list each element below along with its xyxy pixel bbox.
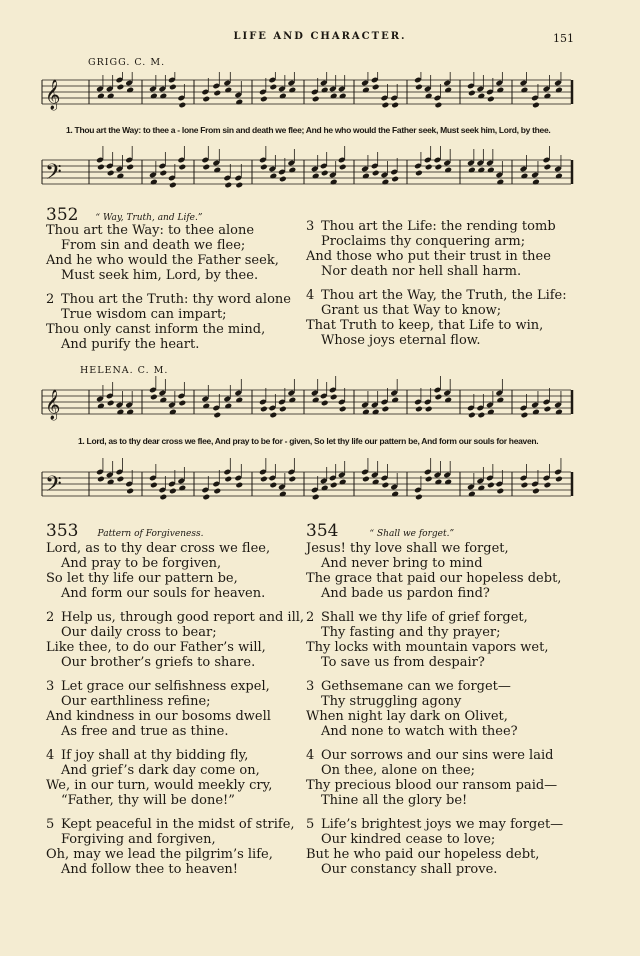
music-note bbox=[329, 161, 338, 185]
music-note bbox=[106, 75, 115, 99]
verse-text: And bade us pardon find? bbox=[321, 586, 490, 601]
verse-number: 2 bbox=[306, 610, 315, 625]
verse-text: Our kindred cease to love; bbox=[321, 832, 496, 847]
music-note bbox=[278, 473, 287, 497]
verse-line bbox=[46, 238, 296, 253]
music-note bbox=[96, 146, 105, 170]
hymn-352-verses-right bbox=[306, 219, 626, 348]
verse-text: Proclaims thy conquering arm; bbox=[321, 234, 526, 249]
music-note bbox=[434, 376, 443, 400]
music-note bbox=[278, 388, 287, 412]
music-note bbox=[168, 164, 177, 188]
music-underlay-grigg: 1. Thou art the Way: to thee a - lone From sin and death we flee; And he who would the Father seek, Must seek him, Lord, by thee. bbox=[66, 125, 551, 135]
verse-line bbox=[46, 817, 316, 832]
music-note bbox=[486, 78, 495, 102]
music-note bbox=[320, 72, 329, 93]
verse-text: Lord, as to thy dear cross we flee, bbox=[46, 541, 271, 556]
music-note bbox=[223, 385, 232, 409]
verse-text: Whose joys eternal flow. bbox=[321, 333, 481, 348]
music-note bbox=[371, 391, 380, 415]
music-note bbox=[234, 164, 243, 188]
treble-clef-icon: 𝄞 bbox=[45, 80, 61, 110]
music-note bbox=[476, 394, 485, 418]
treble-clef-icon: 𝄞 bbox=[45, 390, 61, 420]
music-staff-helena-treble bbox=[40, 376, 575, 426]
music-note bbox=[212, 394, 221, 418]
music-note bbox=[531, 470, 540, 494]
verse-line bbox=[46, 832, 316, 847]
music-note bbox=[476, 149, 485, 173]
verse-line bbox=[306, 724, 626, 739]
music-note bbox=[268, 394, 277, 418]
verse-line bbox=[46, 268, 296, 283]
music-note bbox=[554, 458, 563, 482]
music-note bbox=[424, 146, 433, 170]
music-note bbox=[443, 461, 452, 485]
music-note bbox=[177, 146, 186, 170]
verse-text: And purify the heart. bbox=[61, 337, 200, 352]
verse-line bbox=[306, 793, 626, 808]
verse-text: “Father, thy will be done!” bbox=[61, 793, 235, 808]
verse-number: 4 bbox=[306, 288, 315, 303]
music-note bbox=[177, 467, 186, 491]
music-note bbox=[201, 146, 210, 170]
music-note bbox=[278, 158, 287, 182]
music-note bbox=[96, 75, 105, 99]
verse-line bbox=[306, 264, 626, 279]
music-note bbox=[338, 146, 347, 170]
verse-text: Thy locks with mountain vapors wet, bbox=[306, 640, 549, 655]
music-note bbox=[201, 78, 210, 102]
verse-text: Oh, may we lead the pilgrim’s life, bbox=[46, 847, 273, 862]
music-note bbox=[125, 72, 134, 93]
verse-line bbox=[306, 333, 626, 348]
hymn-subtitle: “ Shall we forget.” bbox=[369, 529, 455, 539]
verse-line bbox=[306, 318, 626, 333]
music-note bbox=[486, 149, 495, 173]
running-header: LIFE AND CHARACTER. bbox=[233, 31, 407, 42]
page-number: 151 bbox=[553, 32, 574, 45]
verse-line bbox=[46, 847, 316, 862]
music-note bbox=[495, 161, 504, 185]
music-note bbox=[390, 379, 399, 403]
music-note bbox=[96, 385, 105, 409]
verse-text: Shall we thy life of grief forget, bbox=[321, 610, 528, 625]
music-note bbox=[414, 152, 423, 176]
music-note bbox=[234, 464, 243, 488]
music-note bbox=[116, 155, 125, 179]
music-note bbox=[390, 473, 399, 497]
verse-text: Nor death nor hell shall harm. bbox=[321, 264, 522, 279]
music-note bbox=[543, 464, 552, 488]
music-note bbox=[329, 376, 338, 400]
music-note bbox=[443, 379, 452, 403]
verse-line bbox=[46, 307, 296, 322]
music-note bbox=[329, 75, 338, 99]
music-note bbox=[371, 72, 380, 90]
verse-number: 4 bbox=[306, 748, 315, 763]
music-note bbox=[381, 84, 390, 108]
music-note bbox=[414, 72, 423, 90]
verse-text: And those who put their trust in thee bbox=[306, 249, 551, 264]
verse-text: And grief’s dark day come on, bbox=[61, 763, 260, 778]
verse-line bbox=[306, 679, 626, 694]
verse-line bbox=[46, 862, 316, 877]
music-note bbox=[149, 376, 158, 400]
verse-text: Thy precious blood our ransom paid— bbox=[306, 778, 558, 793]
music-note bbox=[212, 470, 221, 494]
verse-text: And none to watch with thee? bbox=[321, 724, 518, 739]
verse-text: The grace that paid our hopeless debt, bbox=[306, 571, 562, 586]
verse-number: 3 bbox=[46, 679, 55, 694]
music-note bbox=[158, 379, 167, 403]
verse-text: Jesus! thy love shall we forget, bbox=[306, 541, 509, 556]
verse-text: Let grace our selfishness expel, bbox=[61, 679, 270, 694]
music-note bbox=[424, 458, 433, 482]
music-note bbox=[520, 72, 529, 93]
verse-text: From sin and death we flee; bbox=[61, 238, 246, 253]
verse-text: We, in our turn, would meekly cry, bbox=[46, 778, 273, 793]
music-note bbox=[223, 164, 232, 188]
music-note bbox=[495, 379, 504, 403]
verse-line bbox=[46, 655, 316, 670]
hymn-352-right-column bbox=[306, 219, 626, 348]
music-note bbox=[381, 464, 390, 488]
music-note bbox=[520, 464, 529, 488]
verse-text: And kindness in our bosoms dwell bbox=[46, 709, 271, 724]
hymn-number: 354 bbox=[306, 521, 339, 541]
music-note bbox=[223, 72, 232, 93]
music-note bbox=[390, 158, 399, 182]
music-note bbox=[543, 75, 552, 99]
verse-number: 2 bbox=[46, 292, 55, 307]
hymn-number: 353 bbox=[46, 521, 79, 541]
music-note bbox=[278, 75, 287, 99]
music-note bbox=[259, 146, 268, 170]
verse-text: And never bring to mind bbox=[321, 556, 483, 571]
music-note bbox=[329, 464, 338, 488]
hymn-353-verses bbox=[46, 541, 316, 877]
music-note bbox=[338, 75, 347, 99]
music-note bbox=[476, 467, 485, 491]
music-note bbox=[390, 84, 399, 108]
verse-line bbox=[306, 610, 626, 625]
bass-clef-icon: 𝄢 bbox=[45, 160, 62, 190]
music-note bbox=[495, 470, 504, 494]
music-note bbox=[149, 464, 158, 488]
music-note bbox=[149, 75, 158, 99]
verse-text: So let thy life our pattern be, bbox=[46, 571, 238, 586]
music-note bbox=[106, 461, 115, 485]
verse-line bbox=[306, 556, 626, 571]
music-note bbox=[320, 467, 329, 491]
music-note bbox=[168, 391, 177, 415]
music-note bbox=[467, 394, 476, 418]
music-note bbox=[158, 152, 167, 176]
music-note bbox=[234, 81, 243, 105]
verse-line bbox=[46, 724, 316, 739]
verse-line bbox=[46, 748, 316, 763]
verse-text: Thy fasting and thy prayer; bbox=[321, 625, 501, 640]
verse-text: Life’s brightest joys we may forget— bbox=[321, 817, 564, 832]
music-note bbox=[443, 149, 452, 173]
tune-name-helena: HELENA. C. M. bbox=[80, 365, 169, 376]
music-note bbox=[371, 152, 380, 176]
verse-text: On thee, alone on thee; bbox=[321, 763, 476, 778]
verse-number: 3 bbox=[306, 679, 315, 694]
music-note bbox=[434, 146, 443, 170]
verse-number: 4 bbox=[46, 748, 55, 763]
verse-line bbox=[46, 586, 316, 601]
music-note bbox=[543, 388, 552, 412]
music-note bbox=[268, 72, 277, 90]
music-note bbox=[434, 461, 443, 485]
music-note bbox=[520, 155, 529, 179]
music-note bbox=[443, 72, 452, 93]
bass-clef-icon: 𝄢 bbox=[45, 472, 62, 502]
music-note bbox=[311, 155, 320, 179]
music-note bbox=[361, 391, 370, 415]
music-note bbox=[177, 382, 186, 406]
music-note bbox=[116, 391, 125, 415]
music-note bbox=[125, 146, 134, 170]
verse-line bbox=[306, 748, 626, 763]
music-note bbox=[259, 458, 268, 482]
verse-number: 2 bbox=[46, 610, 55, 625]
hymn-354 bbox=[306, 521, 626, 877]
verse-text: Thy struggling agony bbox=[321, 694, 462, 709]
music-note bbox=[201, 385, 210, 409]
verse-number: 5 bbox=[46, 817, 55, 832]
music-note bbox=[234, 379, 243, 403]
verse-line bbox=[46, 640, 316, 655]
verse-text: Our earthliness refine; bbox=[61, 694, 211, 709]
verse-text: When night lay dark on Olivet, bbox=[306, 709, 508, 724]
music-note bbox=[177, 84, 186, 108]
music-note bbox=[259, 78, 268, 102]
verse-text: Forgiving and forgiven, bbox=[61, 832, 216, 847]
verse-text: Thou art the Truth: thy word alone bbox=[61, 292, 291, 307]
verse-line bbox=[46, 556, 316, 571]
music-note bbox=[543, 146, 552, 170]
verse-line bbox=[306, 571, 626, 586]
verse-text: To save us from despair? bbox=[321, 655, 485, 670]
music-note bbox=[212, 149, 221, 173]
verse-line bbox=[46, 571, 316, 586]
verse-line bbox=[306, 763, 626, 778]
music-note bbox=[287, 379, 296, 403]
music-note bbox=[311, 78, 320, 102]
music-note bbox=[554, 391, 563, 415]
music-note bbox=[467, 149, 476, 173]
music-note bbox=[149, 161, 158, 185]
verse-text: Thou art the Life: the rending tomb bbox=[321, 219, 556, 234]
music-note bbox=[168, 470, 177, 494]
music-note bbox=[158, 476, 167, 500]
music-note bbox=[520, 394, 529, 418]
verse-line bbox=[46, 694, 316, 709]
verse-number: 3 bbox=[306, 219, 315, 234]
music-note bbox=[338, 388, 347, 412]
verse-line bbox=[306, 709, 626, 724]
verse-text: Help us, through good report and ill, bbox=[61, 610, 305, 625]
music-note bbox=[338, 461, 347, 485]
verse-text: Our daily cross to bear; bbox=[61, 625, 217, 640]
hymn-subtitle: “ Way, Truth, and Life.” bbox=[95, 213, 203, 223]
verse-text: As free and true as thine. bbox=[61, 724, 229, 739]
music-note bbox=[201, 476, 210, 500]
verse-line bbox=[306, 586, 626, 601]
verse-line bbox=[306, 832, 626, 847]
music-note bbox=[467, 473, 476, 497]
music-note bbox=[554, 72, 563, 93]
verse-line bbox=[306, 694, 626, 709]
verse-line bbox=[306, 625, 626, 640]
verse-text: Kept peaceful in the midst of strife, bbox=[61, 817, 295, 832]
music-note bbox=[414, 476, 423, 500]
verse-text: Thou art the Way: to thee alone bbox=[46, 223, 255, 238]
hymn-352-verses-left bbox=[46, 223, 296, 352]
hymn-353 bbox=[46, 521, 316, 877]
music-note bbox=[531, 84, 540, 108]
hymn-354-verses bbox=[306, 541, 626, 877]
music-note bbox=[424, 75, 433, 99]
music-note bbox=[125, 391, 134, 415]
verse-text: Thine all the glory be! bbox=[321, 793, 468, 808]
music-note bbox=[554, 155, 563, 179]
verse-line bbox=[46, 625, 316, 640]
verse-text: Like thee, to do our Father’s will, bbox=[46, 640, 266, 655]
music-note bbox=[381, 388, 390, 412]
verse-text: Gethsemane can we forget— bbox=[321, 679, 511, 694]
verse-line bbox=[306, 778, 626, 793]
music-note bbox=[125, 470, 134, 494]
verse-text: Our sorrows and our sins were laid bbox=[321, 748, 554, 763]
verse-text: Grant us that Way to know; bbox=[321, 303, 502, 318]
verse-line bbox=[46, 778, 316, 793]
verse-line bbox=[306, 847, 626, 862]
music-note bbox=[486, 464, 495, 488]
music-note bbox=[158, 75, 167, 99]
music-note bbox=[495, 72, 504, 93]
verse-line bbox=[306, 640, 626, 655]
music-staff-grigg-bass bbox=[40, 142, 575, 192]
music-note bbox=[223, 458, 232, 482]
music-note bbox=[311, 379, 320, 403]
music-note bbox=[168, 72, 177, 90]
music-note bbox=[361, 458, 370, 482]
music-note bbox=[486, 391, 495, 415]
verse-line bbox=[46, 337, 296, 352]
music-note bbox=[467, 72, 476, 96]
verse-line bbox=[306, 288, 626, 303]
music-note bbox=[96, 458, 105, 482]
hymn-352-left-column bbox=[46, 205, 296, 352]
verse-text: And pray to be forgiven, bbox=[61, 556, 222, 571]
verse-line bbox=[46, 610, 316, 625]
verse-line bbox=[46, 541, 316, 556]
hymn-number: 352 bbox=[46, 205, 79, 225]
music-note bbox=[212, 72, 221, 96]
music-note bbox=[320, 152, 329, 176]
music-note bbox=[531, 391, 540, 415]
verse-line bbox=[306, 234, 626, 249]
verse-line bbox=[46, 793, 316, 808]
music-note bbox=[531, 161, 540, 185]
verse-text: But he who paid our hopeless debt, bbox=[306, 847, 540, 862]
music-note bbox=[287, 149, 296, 173]
music-note bbox=[361, 155, 370, 179]
verse-line bbox=[306, 817, 626, 832]
music-note bbox=[268, 464, 277, 488]
music-note bbox=[414, 388, 423, 412]
verse-line bbox=[46, 709, 316, 724]
verse-text: If joy shall at thy bidding fly, bbox=[61, 748, 249, 763]
tune-name-grigg: GRIGG. C. M. bbox=[88, 57, 166, 68]
verse-text: And he who would the Father seek, bbox=[46, 253, 279, 268]
verse-line bbox=[46, 322, 296, 337]
music-note bbox=[371, 461, 380, 485]
verse-line bbox=[306, 655, 626, 670]
verse-line bbox=[306, 219, 626, 234]
verse-line bbox=[46, 253, 296, 268]
music-note bbox=[106, 152, 115, 176]
music-staff-grigg-treble bbox=[40, 72, 575, 122]
verse-text: That Truth to keep, that Life to win, bbox=[306, 318, 544, 333]
music-note bbox=[268, 155, 277, 179]
music-note bbox=[116, 458, 125, 482]
music-note bbox=[311, 476, 320, 500]
verse-text: Must seek him, Lord, by thee. bbox=[61, 268, 259, 283]
verse-line bbox=[46, 223, 296, 238]
verse-text: Thou art the Way, the Truth, the Life: bbox=[321, 288, 567, 303]
music-note bbox=[424, 388, 433, 412]
verse-text: True wisdom can impart; bbox=[61, 307, 227, 322]
music-note bbox=[106, 382, 115, 406]
verse-number: 5 bbox=[306, 817, 315, 832]
verse-line bbox=[46, 763, 316, 778]
verse-line bbox=[46, 679, 316, 694]
music-note bbox=[476, 75, 485, 99]
verse-text: Our brother’s griefs to share. bbox=[61, 655, 256, 670]
hymn-subtitle: Pattern of Forgiveness. bbox=[97, 529, 204, 539]
music-note bbox=[287, 72, 296, 93]
music-note bbox=[116, 72, 125, 90]
music-note bbox=[381, 161, 390, 185]
music-note bbox=[361, 72, 370, 93]
music-underlay-helena: 1. Lord, as to thy dear cross we flee, And pray to be for - given, So let thy life our pattern be, And form our souls for heaven. bbox=[78, 436, 539, 446]
verse-text: Thou only canst inform the mind, bbox=[46, 322, 266, 337]
music-note bbox=[434, 84, 443, 108]
verse-line bbox=[306, 249, 626, 264]
verse-line bbox=[306, 862, 626, 877]
music-note bbox=[259, 388, 268, 412]
verse-line bbox=[46, 292, 296, 307]
verse-text: And form our souls for heaven. bbox=[61, 586, 266, 601]
music-staff-helena-bass bbox=[40, 452, 575, 502]
verse-text: Our constancy shall prove. bbox=[321, 862, 498, 877]
verse-line bbox=[306, 303, 626, 318]
verse-text: And follow thee to heaven! bbox=[61, 862, 239, 877]
music-note bbox=[320, 382, 329, 406]
music-note bbox=[287, 458, 296, 482]
verse-line bbox=[306, 541, 626, 556]
